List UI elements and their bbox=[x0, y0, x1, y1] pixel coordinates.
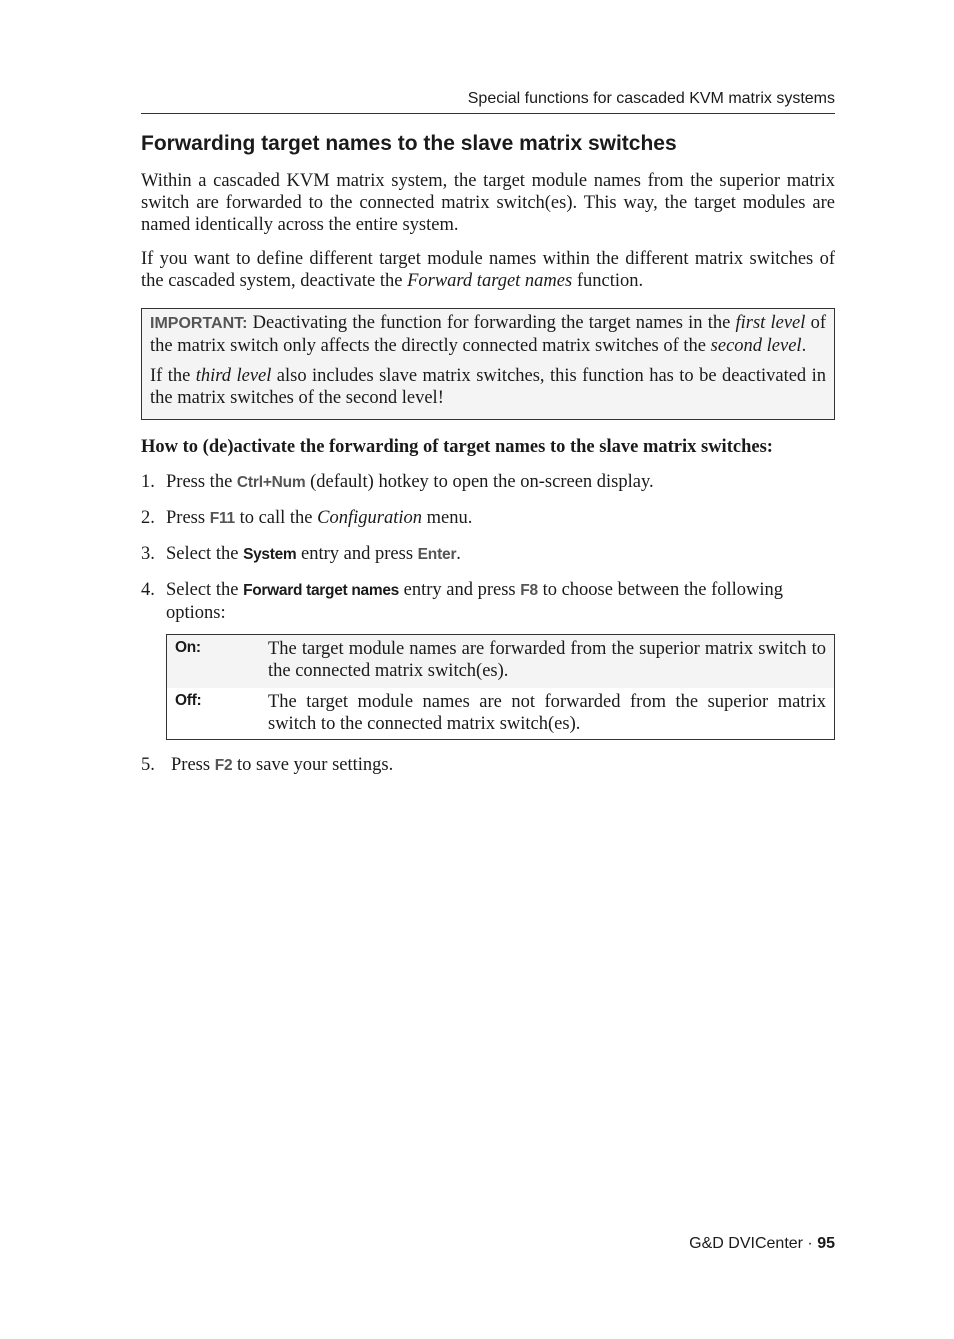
step-text-part: entry and press bbox=[399, 580, 521, 600]
step-2 bbox=[141, 507, 835, 530]
step-3 bbox=[141, 543, 835, 566]
step-text-part: entry and press bbox=[296, 544, 418, 564]
key-f11: F11 bbox=[209, 510, 235, 527]
step-text-part: Select the bbox=[166, 580, 244, 600]
important-text: also includes slave matrix switches, this function has to be deactivated in the matrix switches of the second level! bbox=[150, 366, 826, 408]
deactivate-paragraph bbox=[141, 248, 835, 292]
important-text: of the matrix switch only affects the directly connected matrix switches of the bbox=[150, 313, 826, 356]
page-footer bbox=[689, 1234, 835, 1254]
page-number: 95 bbox=[817, 1235, 835, 1252]
second-level-emphasis: second level bbox=[710, 336, 802, 356]
step-text bbox=[166, 579, 835, 624]
important-paragraph-1 bbox=[150, 312, 826, 357]
option-label-on: On: bbox=[175, 639, 201, 656]
step-text-part: Press bbox=[166, 508, 210, 528]
step-text-part: to save your settings. bbox=[232, 755, 394, 775]
intro-paragraph: Within a cascaded KVM matrix system, the target module names from the superior matrix switch are forwarded to the connected matrix switch(es). This way, the target modules are named identically across the entire system. bbox=[141, 171, 835, 235]
option-label-off: Off: bbox=[175, 692, 202, 709]
running-header-title: Special functions for cascaded KVM matrix systems bbox=[467, 90, 835, 107]
configuration-menu-emphasis: Configuration bbox=[317, 508, 423, 528]
deactivate-paragraph-end: function. bbox=[572, 271, 644, 291]
option-text-on: The target module names are forwarded from the superior matrix switch to the connected matrix switch(es). bbox=[268, 639, 826, 681]
key-f8: F8 bbox=[520, 582, 538, 599]
option-text-off: The target module names are not forwarded from the superior matrix switch to the connected matrix switch(es). bbox=[268, 692, 826, 734]
important-paragraph-2 bbox=[150, 365, 826, 409]
options-table bbox=[166, 634, 835, 740]
section-title: Forwarding target names to the slave matrix switches bbox=[141, 132, 677, 155]
menu-entry-system: System bbox=[243, 546, 297, 563]
first-level-emphasis: first level bbox=[735, 313, 806, 333]
option-row-on bbox=[167, 635, 834, 688]
important-note bbox=[141, 308, 835, 420]
step-number: 5. bbox=[141, 755, 155, 775]
important-text: If the bbox=[150, 366, 196, 386]
step-text bbox=[166, 543, 835, 566]
option-row-off bbox=[167, 688, 834, 739]
important-text: . bbox=[801, 336, 807, 356]
important-label: IMPORTANT: bbox=[150, 315, 248, 332]
menu-entry-forward-target-names: Forward target names bbox=[243, 582, 399, 599]
step-text-part: Press bbox=[171, 755, 215, 775]
step-text-part: menu. bbox=[422, 508, 473, 528]
step-1 bbox=[141, 471, 835, 494]
step-text-part: . bbox=[456, 544, 461, 564]
step-number: 2. bbox=[141, 508, 155, 528]
key-enter: Enter bbox=[417, 546, 457, 563]
step-4 bbox=[141, 579, 835, 624]
footer-product: G&D DVICenter · bbox=[689, 1235, 818, 1252]
important-text: Deactivating the function for forwarding the target names in the bbox=[247, 313, 736, 333]
step-number: 4. bbox=[141, 580, 155, 600]
step-number: 3. bbox=[141, 544, 155, 564]
step-5 bbox=[141, 754, 835, 777]
step-text bbox=[171, 754, 835, 777]
deactivate-paragraph-text: If you want to define different target module names within the different matrix switches of the cascaded system, deactivate the bbox=[141, 249, 835, 291]
step-text-part: (default) hotkey to open the on-screen display. bbox=[305, 472, 654, 492]
step-text bbox=[166, 471, 835, 494]
running-header bbox=[141, 88, 835, 114]
steps-list bbox=[141, 471, 835, 777]
step-text-part: Select the bbox=[166, 544, 244, 564]
hotkey-ctrl-num: Ctrl+Num bbox=[236, 474, 306, 491]
third-level-emphasis: third level bbox=[195, 366, 272, 386]
step-number: 1. bbox=[141, 472, 155, 492]
forward-target-names-emphasis: Forward target names bbox=[407, 271, 573, 291]
howto-heading: How to (de)activate the forwarding of target names to the slave matrix switches: bbox=[141, 437, 773, 457]
step-text-part: Press the bbox=[166, 472, 237, 492]
key-f2: F2 bbox=[214, 757, 233, 774]
step-text-part: to choose between the following options: bbox=[166, 580, 784, 623]
page-content bbox=[141, 130, 835, 790]
step-text bbox=[166, 507, 835, 530]
step-text-part: to call the bbox=[234, 508, 318, 528]
